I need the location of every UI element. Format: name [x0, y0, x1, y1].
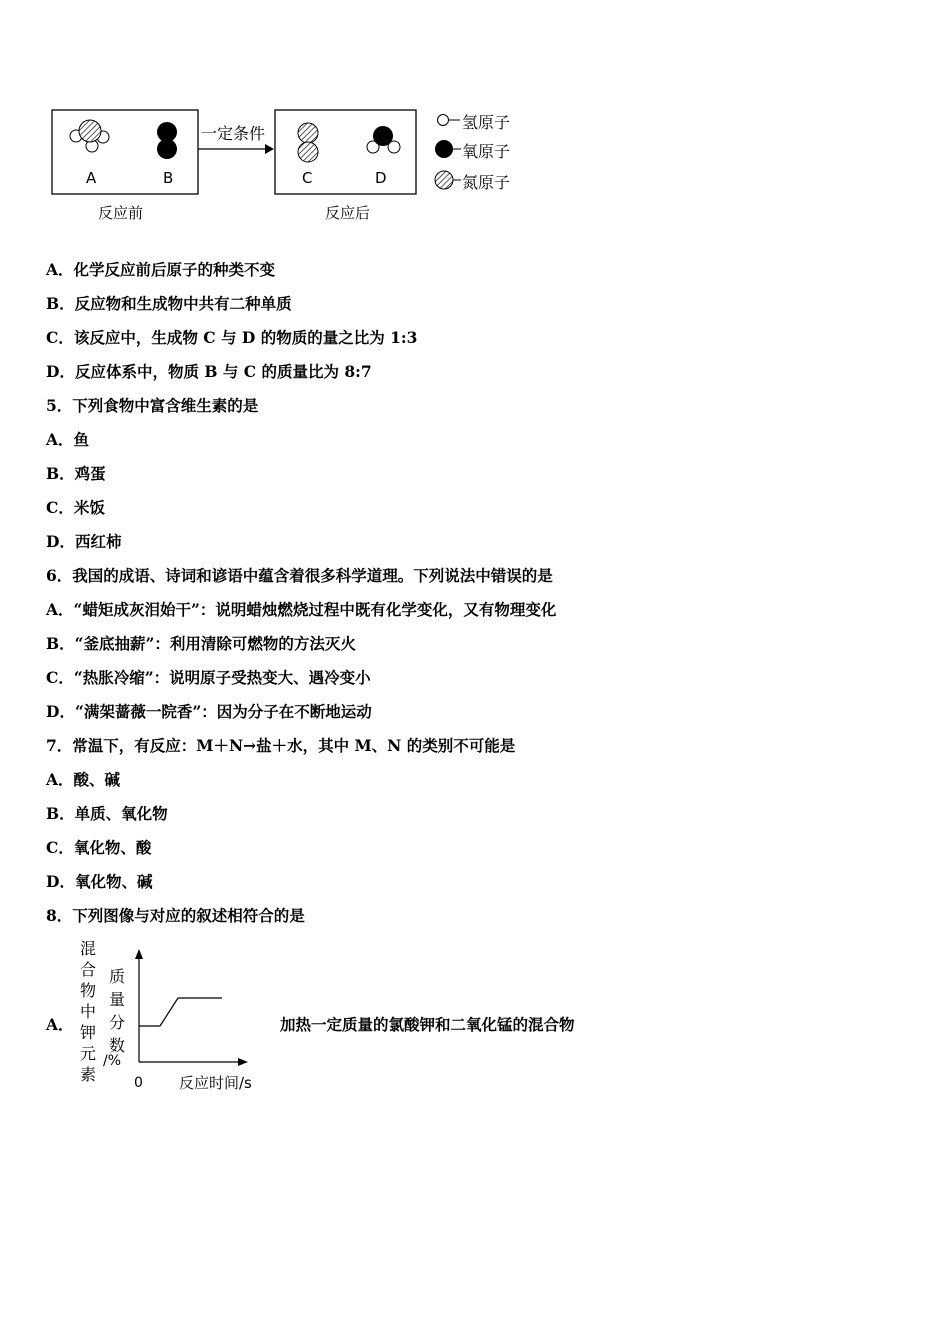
molecule-c — [298, 123, 318, 162]
question-5: 5．下列食物中富含维生素的是 — [46, 396, 259, 415]
option-line: D．反应体系中，物质 B 与 C 的质量比为 8:7 — [46, 362, 372, 381]
legend-hydrogen: 氢原子 — [462, 113, 511, 132]
option-line: B．“釜底抽薪”：利用清除可燃物的方法灭火 — [46, 634, 356, 653]
option-line: D．氧化物、碱 — [46, 872, 153, 891]
data-curve — [139, 998, 222, 1026]
y-axis-label-1: 混合物中钾元素 — [80, 939, 97, 1084]
question-6: 6．我国的成语、诗词和谚语中蕴含着很多科学道理。下列说法中错误的是 — [46, 566, 553, 585]
option-a-description: 加热一定质量的氯酸钾和二氧化锰的混合物 — [280, 1015, 575, 1034]
option-line: C．该反应中，生成物 C 与 D 的物质的量之比为 1:3 — [46, 328, 418, 347]
x-axis-label: 反应时间/s — [179, 1074, 252, 1092]
option-line: C．氧化物、酸 — [46, 838, 152, 857]
option-line: D．西红柿 — [46, 532, 122, 551]
reaction-condition: 一定条件 — [201, 124, 266, 143]
option-line: A．化学反应前后原子的种类不变 — [46, 260, 276, 279]
label-b: B — [163, 169, 174, 187]
origin-label: 0 — [134, 1075, 143, 1091]
after-caption: 反应后 — [325, 204, 371, 222]
label-c: C — [302, 169, 313, 187]
option-line: A．“蜡矩成灰泪始干”：说明蜡烛燃烧过程中既有化学变化，又有物理变化 — [46, 600, 557, 619]
option-line: D．“满架蔷薇一院香”：因为分子在不断地运动 — [46, 702, 372, 721]
legend-oxygen: 氧原子 — [462, 142, 511, 161]
molecule-d — [367, 126, 400, 153]
label-a: A — [86, 169, 97, 187]
option-line: B．鸡蛋 — [46, 464, 106, 483]
legend-nitrogen-symbol — [435, 171, 461, 189]
label-d: D — [375, 169, 387, 187]
y-axis-label-2: 质量分数 — [109, 967, 126, 1055]
option-line: B．反应物和生成物中共有二种单质 — [46, 294, 292, 313]
question-8: 8．下列图像与对应的叙述相符合的是 — [46, 906, 305, 925]
option-line: A．鱼 — [46, 430, 90, 449]
legend-nitrogen: 氮原子 — [462, 173, 511, 192]
question-7: 7．常温下，有反应：M＋N→盐＋水，其中 M、N 的类别不可能是 — [46, 736, 516, 755]
option-a-label: A． — [46, 1015, 74, 1034]
option-line: C．米饭 — [46, 498, 105, 517]
before-caption: 反应前 — [98, 204, 144, 222]
option-line: C．“热胀冷缩”：说明原子受热变大、遇冷变小 — [46, 668, 371, 687]
y-axis-unit: /% — [103, 1053, 122, 1069]
legend-oxygen-symbol — [435, 140, 461, 158]
molecule-b — [157, 122, 177, 159]
option-line: B．单质、氧化物 — [46, 804, 168, 823]
legend-hydrogen-symbol — [438, 115, 461, 126]
molecule-a — [70, 120, 109, 152]
option-line: A．酸、碱 — [46, 770, 121, 789]
